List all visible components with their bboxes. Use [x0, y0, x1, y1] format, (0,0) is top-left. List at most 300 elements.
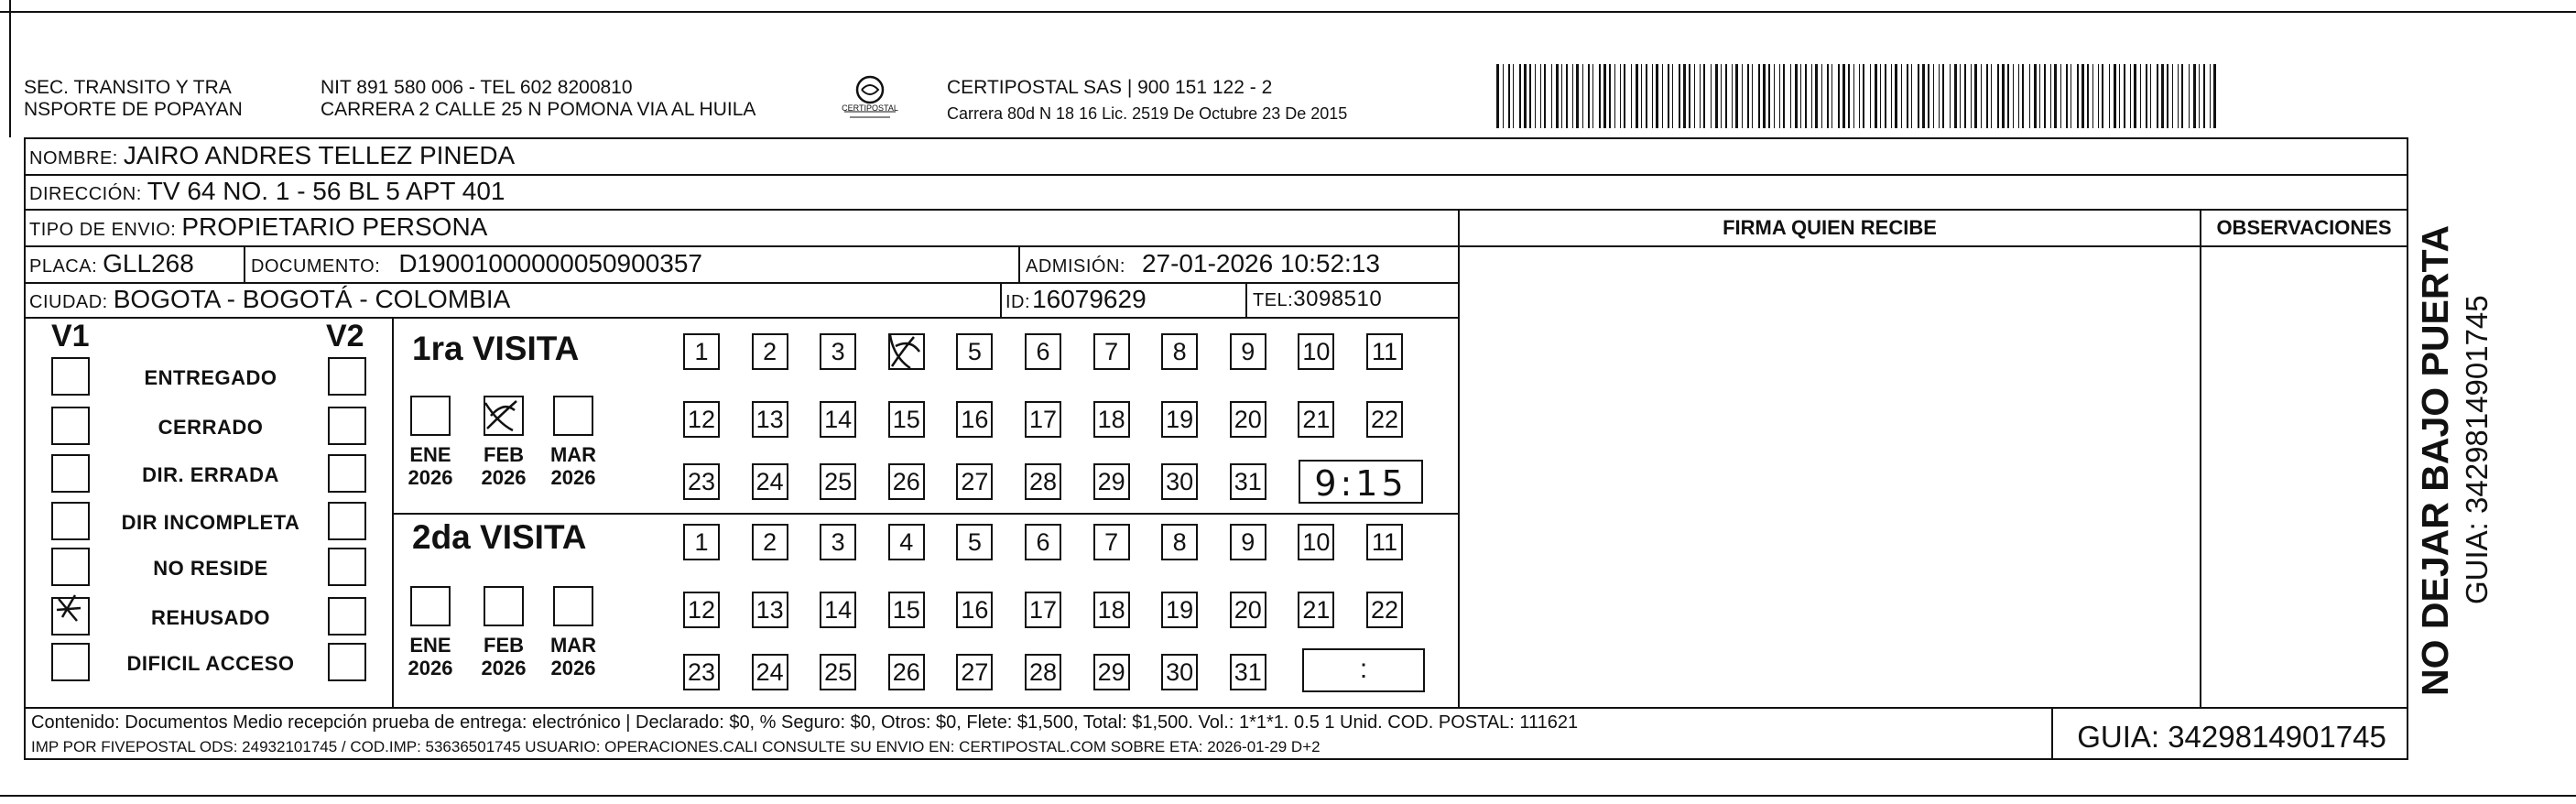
first-visit-day-box[interactable]: 7 — [1093, 333, 1130, 370]
barcode-bar — [1779, 64, 1780, 128]
barcode-bar — [1725, 64, 1727, 128]
barcode-bar — [1576, 64, 1579, 128]
address-value: TV 64 NO. 1 - 56 BL 5 APT 401 — [147, 177, 505, 205]
v2-label: V2 — [326, 319, 364, 353]
barcode-bar — [2022, 64, 2024, 128]
barcode-bar — [1679, 64, 1680, 128]
first-visit-day-box[interactable]: 2 — [752, 333, 788, 370]
month-name: FEB — [484, 443, 524, 466]
second-visit-day-box[interactable]: 31 — [1230, 654, 1266, 690]
barcode-bar — [2150, 64, 2151, 128]
handwritten-day-mark — [883, 330, 929, 374]
first-visit-time-box[interactable] — [1299, 460, 1423, 504]
barcode-bar — [1758, 64, 1760, 128]
nit-line: NIT 891 580 006 - TEL 602 8200810 — [321, 77, 633, 98]
barcode-bar — [1656, 64, 1658, 128]
status-label: DIFICIL ACCESO — [126, 652, 295, 675]
second-visit-day-box[interactable]: 30 — [1161, 654, 1198, 690]
second-visit-day-box[interactable]: 28 — [1025, 654, 1061, 690]
first-visit-day-box[interactable]: 31 — [1230, 463, 1266, 500]
type-value: PROPIETARIO PERSONA — [181, 212, 488, 241]
barcode-bar — [1551, 64, 1552, 128]
certipostal-logo — [841, 71, 899, 125]
barcode-bar — [1997, 64, 1999, 128]
second-visit-day-box[interactable]: 11 — [1366, 524, 1403, 560]
frame-top — [24, 137, 2408, 139]
barcode-bar — [1535, 64, 1536, 128]
barcode-bar — [2092, 64, 2093, 128]
document-field — [251, 249, 702, 278]
barcode-bar — [1853, 64, 1854, 128]
status-label: NO RESIDE — [153, 557, 268, 580]
barcode-bar — [1703, 64, 1705, 128]
barcode-bar — [2109, 64, 2110, 128]
month-year: 2026 — [408, 657, 453, 679]
second-visit-time-box[interactable] — [1302, 648, 1425, 692]
handwritten-status-mark — [51, 590, 88, 630]
month-year: 2026 — [481, 657, 527, 679]
barcode-bar — [1768, 64, 1770, 128]
footer-content-line: Contenido: Documentos Medio recepción prueba de entrega: electrónico | Declarado: $0, % Seguro: $0, Otros: $0, Flete: $1,500, Total: $1,500. Vol.: 1*1*1. 0.5 1 Unid. COD. POSTAL: 111621 — [31, 712, 1579, 733]
row-line-5 — [24, 317, 1460, 319]
first-visit-month-label — [471, 443, 537, 489]
barcode-bar — [2098, 64, 2099, 128]
barcode-bar — [1885, 64, 1886, 128]
barcode-bar — [1774, 64, 1775, 128]
second-visit-day-box[interactable]: 6 — [1025, 524, 1061, 560]
barcode-bar — [1561, 64, 1562, 128]
second-visit-day-box[interactable]: 7 — [1093, 524, 1130, 560]
month-name: ENE — [409, 443, 451, 466]
v1-status-checkbox[interactable] — [51, 357, 90, 396]
barcode-bar — [2172, 64, 2173, 128]
barcode-bar — [1971, 64, 1972, 128]
barcode-bar — [1763, 64, 1766, 128]
status-label: ENTREGADO — [144, 366, 277, 389]
second-visit-day-box[interactable]: 8 — [1161, 524, 1198, 560]
barcode-bar — [2018, 64, 2019, 128]
barcode-bar — [1496, 64, 1499, 128]
barcode-bar — [1974, 64, 1977, 128]
document-label: DOCUMENTO: — [251, 256, 381, 277]
barcode-bar — [1986, 64, 1988, 128]
frame-left — [24, 137, 26, 760]
observations-area[interactable] — [2205, 249, 2403, 703]
barcode-bar — [1732, 64, 1733, 128]
second-visit-day-box[interactable]: 9 — [1230, 524, 1266, 560]
first-visit-day-box[interactable]: 13 — [752, 401, 788, 438]
second-visit-month-label — [540, 634, 606, 679]
plate-field — [29, 249, 194, 278]
observations-header: OBSERVACIONES — [2216, 216, 2392, 239]
first-visit-day-box[interactable]: 27 — [956, 463, 993, 500]
barcode-bar — [1907, 64, 1908, 128]
second-visit-day-box[interactable]: 27 — [956, 654, 993, 690]
plate-value: GLL268 — [103, 249, 194, 277]
v2-status-checkbox[interactable] — [328, 643, 366, 681]
svg-text:CERTIPOSTAL: CERTIPOSTAL — [842, 103, 898, 113]
second-visit-day-box[interactable]: 16 — [956, 592, 993, 628]
barcode-bar — [1582, 64, 1583, 128]
first-visit-day-box[interactable]: 5 — [956, 333, 993, 370]
barcode-bar — [1614, 64, 1615, 128]
barcode-bar — [1811, 64, 1812, 128]
barcode-bar — [1503, 64, 1504, 128]
signature-area[interactable] — [1465, 249, 2194, 703]
top-border — [0, 11, 2576, 13]
second-visit-day-box[interactable]: 29 — [1093, 654, 1130, 690]
barcode-bar — [1939, 64, 1940, 128]
first-visit-day-box[interactable]: 10 — [1298, 333, 1334, 370]
document-value: D19001000000050900357 — [398, 249, 702, 277]
bottom-border — [0, 795, 2576, 797]
barcode-bar — [1891, 64, 1892, 128]
barcode-bar — [1911, 64, 1912, 128]
barcode-bar — [2066, 64, 2068, 128]
id-field — [1005, 285, 1147, 314]
first-visit-day-box[interactable]: 1 — [683, 333, 720, 370]
first-visit-day-box[interactable]: 12 — [683, 401, 720, 438]
second-visit-day-box[interactable]: 19 — [1161, 592, 1198, 628]
barcode-bar — [1821, 64, 1822, 128]
id-value: 16079629 — [1032, 285, 1147, 313]
sender-address-line: CARRERA 2 CALLE 25 N POMONA VIA AL HUILA — [321, 99, 756, 120]
barcode-bar — [1572, 64, 1573, 128]
plate-label: PLACA: — [29, 256, 98, 277]
v2-status-checkbox[interactable] — [328, 357, 366, 396]
first-visit-day-box[interactable]: 22 — [1366, 401, 1403, 438]
first-visit-month-label — [397, 443, 463, 489]
barcode-bar — [2039, 64, 2040, 128]
barcode-bar — [1859, 64, 1860, 128]
barcode-bar — [1842, 64, 1845, 128]
barcode — [1496, 64, 2227, 128]
address-field — [29, 177, 505, 206]
barcode-bar — [1508, 64, 1510, 128]
barcode-bar — [1942, 64, 1944, 128]
first-visit-day-box[interactable]: 19 — [1161, 401, 1198, 438]
barcode-bar — [1556, 64, 1559, 128]
first-visit-day-box[interactable]: 14 — [820, 401, 856, 438]
first-visit-day-box[interactable]: 18 — [1093, 401, 1130, 438]
side-warning: NO DEJAR BAJO PUERTA — [2414, 224, 2456, 696]
first-visit-month-checkbox[interactable] — [410, 396, 451, 436]
column-header-line — [1458, 245, 2408, 247]
first-visit-time: 9:15 — [1314, 463, 1408, 504]
barcode-bar — [2060, 64, 2061, 128]
barcode-bar — [1711, 64, 1712, 128]
barcode-bar — [1991, 64, 1992, 128]
second-visit-day-box[interactable]: 21 — [1298, 592, 1334, 628]
barcode-bar — [1540, 64, 1541, 128]
first-visit-day-box[interactable]: 29 — [1093, 463, 1130, 500]
month-year: 2026 — [550, 657, 596, 679]
row-line-4 — [24, 282, 1460, 284]
barcode-bar — [2213, 64, 2216, 128]
barcode-bar — [1815, 64, 1818, 128]
v2-status-checkbox[interactable] — [328, 597, 366, 636]
barcode-bar — [1960, 64, 1961, 128]
first-visit-day-box[interactable]: 15 — [888, 401, 925, 438]
barcode-bar — [1933, 64, 1934, 128]
barcode-bar — [1683, 64, 1686, 128]
status-divider — [392, 317, 394, 707]
company-line: CERTIPOSTAL SAS | 900 151 122 - 2 — [947, 77, 1273, 98]
month-year: 2026 — [408, 466, 453, 489]
second-visit-day-box[interactable]: 25 — [820, 654, 856, 690]
handwritten-month-mark — [480, 396, 524, 434]
barcode-bar — [2119, 64, 2120, 128]
second-visit-day-box[interactable]: 13 — [752, 592, 788, 628]
barcode-bar — [2178, 64, 2179, 128]
v1-status-checkbox[interactable] — [51, 548, 90, 586]
first-visit-day-box[interactable]: 23 — [683, 463, 720, 500]
admission-divider — [1018, 245, 1020, 282]
name-field — [29, 141, 515, 170]
month-name: MAR — [549, 634, 597, 657]
v1-status-checkbox[interactable] — [51, 643, 90, 681]
barcode-bar — [2140, 64, 2141, 128]
barcode-bar — [1519, 64, 1521, 128]
barcode-bar — [1742, 64, 1743, 128]
barcode-bar — [2077, 64, 2079, 128]
second-visit-day-box[interactable]: 18 — [1093, 592, 1130, 628]
barcode-bar — [2007, 64, 2009, 128]
signature-left-line — [1458, 209, 1460, 709]
id-divider — [1000, 282, 1002, 317]
barcode-bar — [2029, 64, 2030, 128]
second-visit-day-box[interactable]: 5 — [956, 524, 993, 560]
second-visit-day-box[interactable]: 26 — [888, 654, 925, 690]
barcode-bar — [1838, 64, 1840, 128]
barcode-bar — [2134, 64, 2136, 128]
status-label: CERRADO — [158, 416, 264, 439]
first-visit-month-checkbox[interactable] — [553, 396, 593, 436]
second-visit-day-box[interactable]: 17 — [1025, 592, 1061, 628]
barcode-bar — [1694, 64, 1695, 128]
barcode-bar — [2193, 64, 2196, 128]
type-label: TIPO DE ENVIO: — [29, 220, 177, 240]
first-visit-day-box[interactable]: 25 — [820, 463, 856, 500]
first-visit-day-box[interactable]: 20 — [1230, 401, 1266, 438]
barcode-bar — [1721, 64, 1722, 128]
barcode-bar — [1620, 64, 1621, 128]
v2-status-checkbox[interactable] — [328, 407, 366, 445]
license-line: Carrera 80d N 18 16 Lic. 2519 De Octubre 23 De 2015 — [947, 104, 1348, 123]
barcode-bar — [2130, 64, 2131, 128]
barcode-bar — [2081, 64, 2084, 128]
first-visit-day-box[interactable]: 11 — [1366, 333, 1403, 370]
barcode-bar — [1895, 64, 1897, 128]
month-name: MAR — [549, 443, 597, 466]
barcode-bar — [2002, 64, 2005, 128]
city-value: BOGOTA - BOGOTÁ - COLOMBIA — [113, 285, 511, 313]
status-label: DIR INCOMPLETA — [121, 511, 300, 534]
barcode-bar — [1603, 64, 1606, 128]
second-visit-day-box[interactable]: 23 — [683, 654, 720, 690]
barcode-bar — [2102, 64, 2103, 128]
admission-value: 27-01-2026 10:52:13 — [1141, 249, 1380, 277]
row-line-1 — [24, 174, 2408, 176]
v2-status-checkbox[interactable] — [328, 502, 366, 540]
first-visit-day-box[interactable]: 16 — [956, 401, 993, 438]
barcode-bar — [1922, 64, 1925, 128]
month-name: ENE — [409, 634, 451, 657]
id-label: ID: — [1005, 292, 1031, 312]
barcode-bar — [2146, 64, 2147, 128]
second-visit-day-box[interactable]: 15 — [888, 592, 925, 628]
v1-label: V1 — [51, 319, 90, 353]
barcode-bar — [1715, 64, 1718, 128]
barcode-bar — [2157, 64, 2158, 128]
barcode-bar — [1641, 64, 1642, 128]
month-year: 2026 — [550, 466, 596, 489]
second-visit-day-box[interactable]: 14 — [820, 592, 856, 628]
barcode-bar — [1901, 64, 1902, 128]
barcode-bar — [1689, 64, 1690, 128]
barcode-bar — [2124, 64, 2125, 128]
barcode-bar — [1631, 64, 1632, 128]
first-visit-month-label — [540, 443, 606, 489]
first-visit-day-box[interactable]: 21 — [1298, 401, 1334, 438]
tel-field — [1253, 287, 1382, 312]
v2-status-checkbox[interactable] — [328, 548, 366, 586]
barcode-bar — [1592, 64, 1593, 128]
second-visit-title: 2da VISITA — [412, 518, 587, 556]
type-field — [29, 212, 487, 242]
admission-field — [1026, 249, 1380, 278]
barcode-bar — [2167, 64, 2168, 128]
visit-divider — [392, 513, 1460, 515]
barcode-bar — [1870, 64, 1871, 128]
first-visit-day-box[interactable]: 9 — [1230, 333, 1266, 370]
second-visit-day-box[interactable]: 4 — [888, 524, 925, 560]
barcode-bar — [1752, 64, 1753, 128]
address-label: DIRECCIÓN: — [29, 184, 142, 204]
second-visit-day-box[interactable]: 22 — [1366, 592, 1403, 628]
barcode-bar — [1624, 64, 1625, 128]
barcode-bar — [1800, 64, 1801, 128]
barcode-bar — [2199, 64, 2200, 128]
barcode-bar — [1672, 64, 1673, 128]
plate-divider — [244, 245, 245, 282]
barcode-bar — [1652, 64, 1653, 128]
row-line-2 — [24, 209, 2408, 211]
barcode-bar — [2189, 64, 2190, 128]
left-edge-mark — [9, 0, 11, 137]
barcode-bar — [1954, 64, 1957, 128]
barcode-bar — [1880, 64, 1881, 128]
tel-value: 3098510 — [1293, 287, 1383, 311]
city-field — [29, 285, 510, 314]
row-line-3 — [24, 245, 1460, 247]
status-label: REHUSADO — [151, 606, 270, 629]
city-label: CIUDAD: — [29, 292, 108, 312]
barcode-bar — [1805, 64, 1807, 128]
second-visit-time: : — [1359, 654, 1368, 684]
first-visit-day-box[interactable]: 6 — [1025, 333, 1061, 370]
barcode-bar — [1735, 64, 1738, 128]
barcode-bar — [1875, 64, 1877, 128]
second-visit-day-box[interactable]: 3 — [820, 524, 856, 560]
barcode-bar — [1964, 64, 1966, 128]
barcode-bar — [1790, 64, 1791, 128]
tel-divider — [1245, 282, 1247, 317]
barcode-bar — [2034, 64, 2037, 128]
barcode-bar — [1831, 64, 1832, 128]
observations-left-line — [2200, 209, 2201, 709]
barcode-bar — [1588, 64, 1590, 128]
barcode-bar — [1700, 64, 1701, 128]
second-visit-month-checkbox[interactable] — [410, 586, 451, 626]
v1-status-checkbox[interactable] — [51, 407, 90, 445]
v2-status-checkbox[interactable] — [328, 454, 366, 493]
barcode-bar — [1513, 64, 1514, 128]
barcode-bar — [1662, 64, 1663, 128]
barcode-bar — [1981, 64, 1982, 128]
barcode-bar — [1747, 64, 1749, 128]
barcode-bar — [1783, 64, 1785, 128]
v1-status-checkbox[interactable] — [51, 454, 90, 493]
barcode-bar — [1566, 64, 1568, 128]
first-visit-day-box[interactable]: 24 — [752, 463, 788, 500]
frame-bottom — [24, 758, 2408, 760]
second-visit-day-box[interactable]: 24 — [752, 654, 788, 690]
barcode-bar — [1848, 64, 1850, 128]
first-visit-day-box[interactable]: 8 — [1161, 333, 1198, 370]
barcode-bar — [1524, 64, 1527, 128]
first-visit-day-box[interactable]: 30 — [1161, 463, 1198, 500]
second-visit-month-label — [397, 634, 463, 679]
barcode-bar — [1529, 64, 1531, 128]
frame-right — [2407, 137, 2408, 760]
barcode-bar — [1795, 64, 1798, 128]
barcode-bar — [1599, 64, 1601, 128]
barcode-bar — [1636, 64, 1638, 128]
sender-line-2: NSPORTE DE POPAYAN — [24, 99, 243, 120]
signature-header: FIRMA QUIEN RECIBE — [1723, 216, 1937, 239]
barcode-bar — [2161, 64, 2164, 128]
first-visit-day-box[interactable]: 17 — [1025, 401, 1061, 438]
second-visit-month-checkbox[interactable] — [484, 586, 524, 626]
barcode-bar — [1544, 64, 1546, 128]
first-visit-day-box[interactable]: 26 — [888, 463, 925, 500]
second-visit-day-box[interactable]: 12 — [683, 592, 720, 628]
barcode-bar — [2013, 64, 2014, 128]
barcode-bar — [1827, 64, 1829, 128]
second-visit-day-box[interactable]: 20 — [1230, 592, 1266, 628]
barcode-bar — [1863, 64, 1864, 128]
second-visit-month-checkbox[interactable] — [553, 586, 593, 626]
barcode-bar — [1928, 64, 1929, 128]
admission-label: ADMISIÓN: — [1026, 256, 1125, 277]
first-visit-day-box[interactable]: 28 — [1025, 463, 1061, 500]
barcode-bar — [2181, 64, 2183, 128]
second-visit-month-label — [471, 634, 537, 679]
month-year: 2026 — [481, 466, 527, 489]
barcode-bar — [2050, 64, 2051, 128]
barcode-bar — [2054, 64, 2057, 128]
footer-guia-divider — [2051, 707, 2053, 758]
v1-status-checkbox[interactable] — [51, 502, 90, 540]
second-visit-day-box[interactable]: 1 — [683, 524, 720, 560]
barcode-bar — [1668, 64, 1669, 128]
second-visit-day-box[interactable]: 10 — [1298, 524, 1334, 560]
footer-imp-line: IMP POR FIVEPOSTAL ODS: 24932101745 / COD.IMP: 53636501745 USUARIO: OPERACIONES.CALI CONSULTE SU ENVIO EN: CERTIPOSTAL.COM SOBRE ETA: 2026-01-29 D+2 — [31, 738, 1321, 755]
first-visit-day-box[interactable]: 3 — [820, 333, 856, 370]
month-name: FEB — [484, 634, 524, 657]
second-visit-day-box[interactable]: 2 — [752, 524, 788, 560]
